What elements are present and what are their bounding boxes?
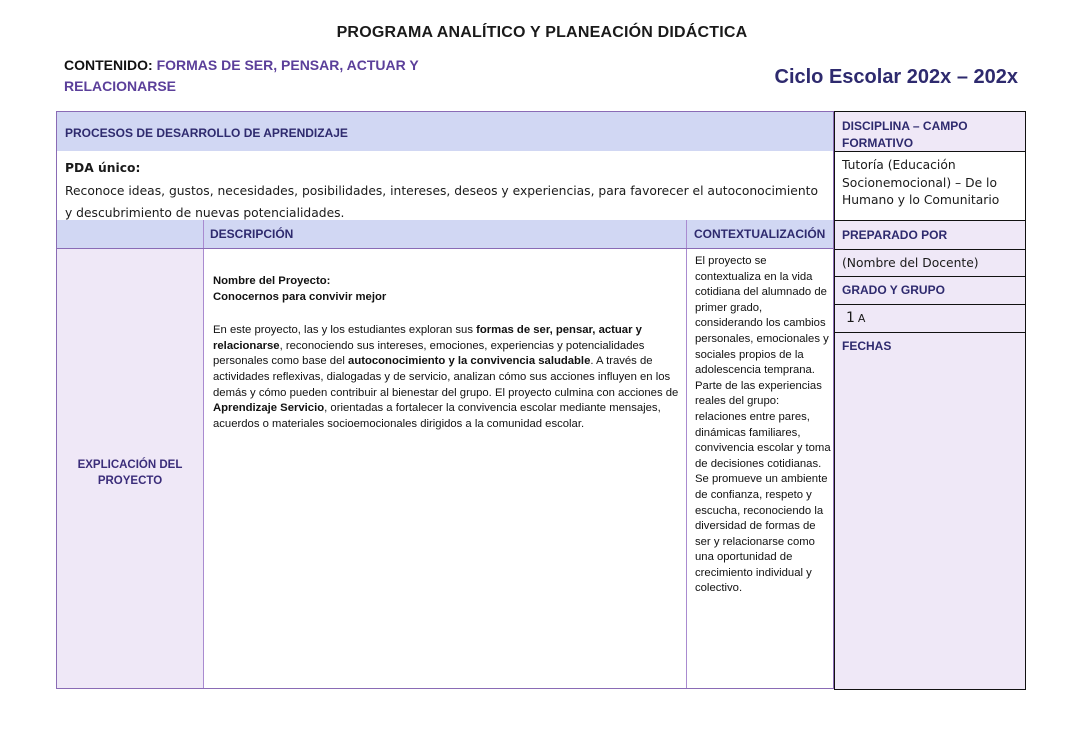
fechas-label: FECHAS	[842, 339, 892, 353]
contenido-value: FORMAS DE SER, PENSAR, ACTUAR Y RELACIONARSE	[64, 57, 419, 94]
project-name-label: Nombre del Proyecto:	[213, 275, 331, 287]
column-header-descripcion: DESCRIPCIÓN	[210, 227, 294, 241]
row-label-cell	[57, 249, 203, 688]
preparado-value[interactable]: (Nombre del Docente)	[842, 256, 979, 270]
column-header-contextualizacion: CONTEXTUALIZACIÓN	[694, 227, 826, 241]
disciplina-label: DISCIPLINA – CAMPO FORMATIVO	[842, 119, 968, 150]
descripcion-cell[interactable]	[213, 274, 681, 432]
pda-label: PDA único:	[65, 161, 141, 175]
divider	[203, 220, 204, 688]
grado-value[interactable]: 1 A	[846, 310, 866, 326]
contenido-label: CONTENIDO:	[64, 57, 153, 73]
project-description: En este proyecto, las y los estudiantes exploran sus formas de ser, pensar, actuar y relacionarse, reconociendo sus intereses, emociones, experiencias y potencialidades personales como base del autoconocimiento y la convivencia saludable. A través de actividades reflexivas, dialogadas y de servicio, analizan cómo sus acciones influyen en los demás y cómo pueden contribuir al bienestar del grupo. El proyecto culmina con acciones de Aprendizaje Servicio, orientadas a fortalecer la convivencia escolar mediante mensajes, acuerdos o materiales socioemocionales dirigidos a la comunidad escolar.	[213, 324, 679, 430]
contextualizacion-cell[interactable]: El proyecto se contextualiza en la vida cotidiana del alumnado de primer grado, considerando los cambios personales, emocionales y sociales propios de la adolescencia temprana. Parte de las experiencias reales del grupo: relaciones entre pares, dinámicas familiares, convivencia escolar y toma de decisiones cotidianas. Se promueve un ambiente de confianza, respeto y escucha, reconociendo la diversidad de formas de ser y relacionarse como una oportunidad de crecimiento individual y colectivo.	[695, 255, 831, 595]
planning-table	[56, 111, 834, 689]
explicacion-label: EXPLICACIÓN DEL PROYECTO	[77, 459, 183, 487]
columns-header-row	[57, 220, 833, 248]
pda-text: Reconoce ideas, gustos, necesidades, posibilidades, intereses, deseos y experiencias, para favorecer el autoconocimiento y descubrimiento de nuevas potencialidades.	[65, 183, 818, 220]
preparado-label: PREPARADO POR	[842, 228, 948, 242]
divider	[686, 220, 687, 688]
ciclo-escolar: Ciclo Escolar 202x – 202x	[774, 66, 1018, 88]
page-title: PROGRAMA ANALÍTICO Y PLANEACIÓN DIDÁCTICA	[336, 24, 748, 41]
project-name: Conocernos para convivir mejor	[213, 290, 387, 303]
info-sidebar	[834, 111, 1026, 690]
disciplina-value[interactable]: Tutoría (Educación Socionemocional) – De lo Humano y lo Comunitario	[835, 152, 1025, 220]
pda-section-header: PROCESOS DE DESARROLLO DE APRENDIZAJE	[57, 112, 833, 151]
fechas-value[interactable]	[835, 360, 1025, 688]
pda-cell[interactable]	[57, 151, 833, 225]
contenido-heading	[64, 55, 464, 97]
grado-label: GRADO Y GRUPO	[842, 283, 945, 297]
